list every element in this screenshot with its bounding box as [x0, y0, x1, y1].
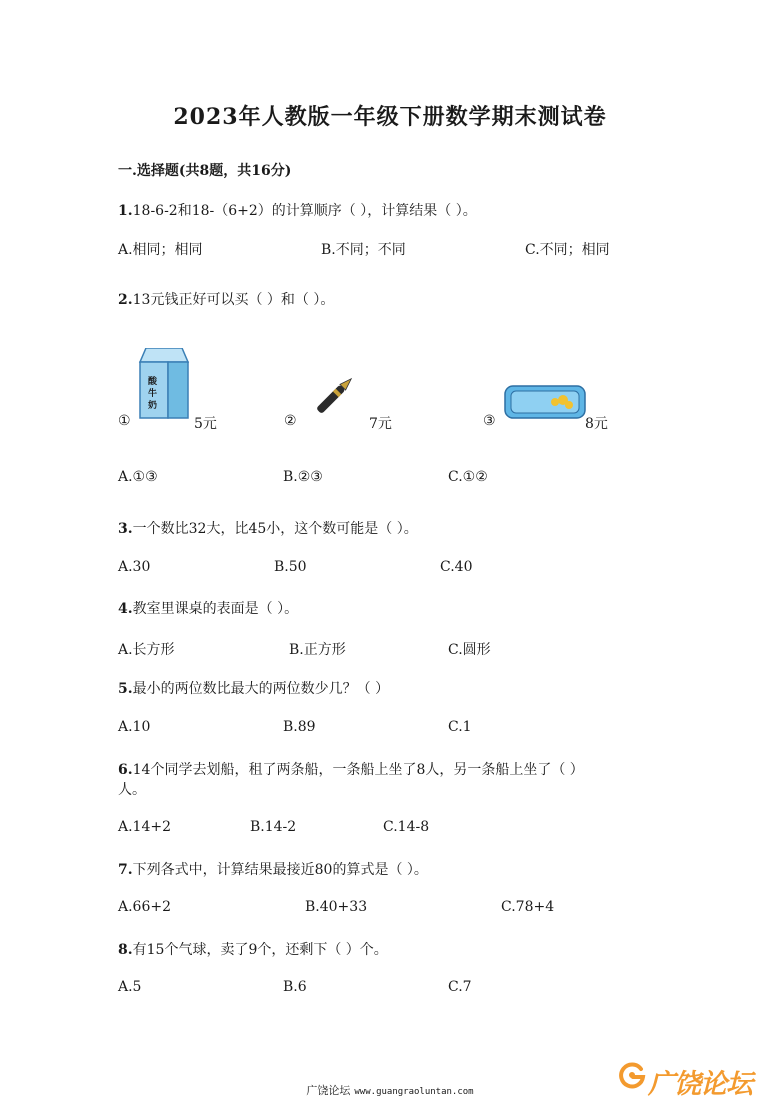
item-price: 5元	[194, 416, 217, 432]
option-c[interactable]: C.1	[448, 719, 472, 735]
option-a[interactable]: A.①③	[118, 469, 158, 485]
question-number: 2.	[118, 292, 133, 308]
question-6	[118, 759, 584, 779]
question-7	[118, 859, 428, 879]
option-a[interactable]: A.10	[118, 719, 151, 735]
question-4	[118, 598, 298, 618]
option-c[interactable]: C.14-8	[383, 819, 430, 835]
option-b[interactable]: B.40+33	[305, 899, 368, 915]
pencil-box-image	[503, 380, 587, 422]
question-3	[118, 518, 418, 538]
option-b[interactable]: B.②③	[283, 469, 323, 485]
question-text: 教室里课桌的表面是（ ）。	[132, 601, 299, 617]
question-number: 4.	[118, 601, 133, 617]
forum-logo-icon	[617, 1060, 647, 1090]
question-text: 最小的两位数比最大的两位数少几？（ ）	[132, 681, 390, 697]
option-b[interactable]: B.50	[274, 559, 307, 575]
question-text: 一个数比32大，比45小，这个数可能是（ ）。	[132, 521, 418, 537]
question-text: 有15个气球，卖了9个，还剩下（ ）个。	[132, 942, 388, 958]
question-8	[118, 939, 388, 959]
option-b[interactable]: B.正方形	[289, 642, 346, 658]
question-number: 8.	[118, 942, 133, 958]
question-1	[118, 200, 477, 220]
question-5	[118, 678, 389, 698]
milk-carton-image	[136, 348, 192, 420]
option-c[interactable]: C.圆形	[448, 642, 491, 658]
option-a[interactable]: A.30	[118, 559, 151, 575]
carton-char: 奶	[148, 401, 158, 411]
question-number: 7.	[118, 862, 133, 878]
page-title: 2023年人教版一年级下册数学期末测试卷	[173, 104, 607, 130]
pen-image	[306, 366, 364, 424]
item-mark: ①	[118, 413, 131, 429]
question-number: 3.	[118, 521, 133, 537]
option-c[interactable]: C.不同；相同	[525, 242, 610, 258]
forum-logo-text: 广饶论坛	[648, 1069, 752, 1100]
option-c[interactable]: C.40	[440, 559, 473, 575]
question-6-continuation: 人。	[118, 782, 146, 798]
option-b[interactable]: B.6	[283, 979, 307, 995]
section-heading: 一.选择题(共8题，共16分)	[118, 163, 292, 179]
option-b[interactable]: B.不同；不同	[321, 242, 406, 258]
item-mark: ②	[284, 413, 297, 429]
item-price: 7元	[369, 416, 392, 432]
question-number: 5.	[118, 681, 133, 697]
option-a[interactable]: A.相同；相同	[118, 242, 203, 258]
question-text: 18-6-2和18-（6+2）的计算顺序（ ），计算结果（ ）。	[132, 203, 477, 219]
option-c[interactable]: C.7	[448, 979, 472, 995]
option-a[interactable]: A.5	[118, 979, 142, 995]
question-text: 14个同学去划船，租了两条船，一条船上坐了8人，另一条船上坐了（ ）	[132, 762, 584, 778]
question-number: 1.	[118, 203, 133, 219]
footer-name: 广饶论坛	[306, 1084, 351, 1097]
carton-char: 酸	[148, 377, 158, 387]
item-mark: ③	[483, 413, 496, 429]
question-2	[118, 289, 334, 309]
question-number: 6.	[118, 762, 133, 778]
option-a[interactable]: A.长方形	[118, 642, 175, 658]
footer-site-link[interactable]: www.guangraoluntan.com	[354, 1087, 474, 1097]
carton-char: 牛	[148, 389, 158, 399]
option-c[interactable]: C.78+4	[501, 899, 555, 915]
option-b[interactable]: B.89	[283, 719, 316, 735]
option-c[interactable]: C.①②	[448, 469, 488, 485]
option-a[interactable]: A.14+2	[118, 819, 172, 835]
item-price: 8元	[585, 416, 608, 432]
option-a[interactable]: A.66+2	[118, 899, 172, 915]
question-text: 下列各式中，计算结果最接近80的算式是（ ）。	[132, 862, 428, 878]
option-b[interactable]: B.14-2	[250, 819, 297, 835]
question-text: 13元钱正好可以买（ ）和（ ）。	[132, 292, 335, 308]
